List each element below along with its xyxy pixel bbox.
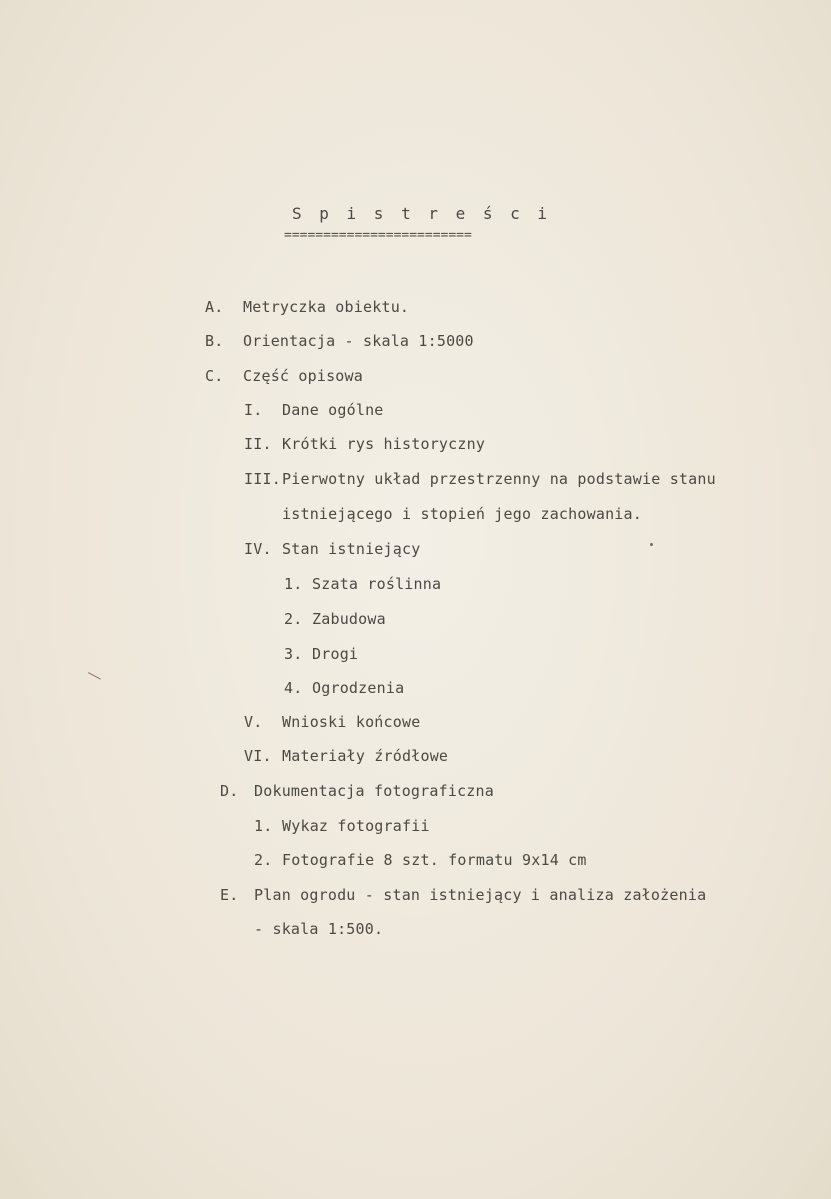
toc-entry-c-iv-4 bbox=[284, 679, 404, 697]
toc-entry-b bbox=[205, 332, 474, 350]
toc-label: III. bbox=[244, 470, 281, 488]
page-title: S p i s t r e ś c i bbox=[292, 204, 552, 223]
toc-entry-c-vi bbox=[244, 747, 448, 765]
toc-label: C. bbox=[205, 367, 224, 385]
toc-entry-c-i bbox=[244, 401, 384, 419]
toc-text: Orientacja - skala 1:5000 bbox=[243, 332, 474, 350]
toc-text: Stan istniejący bbox=[282, 540, 421, 558]
toc-entry-d-2 bbox=[254, 851, 587, 869]
toc-text: Drogi bbox=[312, 645, 359, 663]
toc-entry-c-iv-1 bbox=[284, 575, 441, 593]
toc-label: V. bbox=[244, 713, 263, 731]
paper-speck bbox=[650, 543, 653, 546]
toc-text: Pierwotny układ przestrzenny na podstawie stanu bbox=[282, 470, 716, 488]
toc-label: 4. bbox=[284, 679, 303, 697]
toc-label: II. bbox=[244, 435, 272, 453]
toc-entry-c bbox=[205, 367, 363, 385]
toc-entry-a bbox=[205, 298, 409, 316]
toc-entry-c-iii bbox=[244, 470, 716, 488]
toc-label: 2. bbox=[284, 610, 303, 628]
toc-label: 3. bbox=[284, 645, 303, 663]
toc-entry-d-1 bbox=[254, 817, 430, 835]
toc-label: E. bbox=[220, 886, 239, 904]
toc-text: istniejącego i stopień jego zachowania. bbox=[282, 505, 642, 523]
toc-entry-c-v bbox=[244, 713, 420, 731]
toc-label: B. bbox=[205, 332, 224, 350]
toc-text: Materiały źródłowe bbox=[282, 747, 449, 765]
toc-label: 1. bbox=[254, 817, 273, 835]
toc-label: VI. bbox=[244, 747, 272, 765]
toc-text: Krótki rys historyczny bbox=[282, 435, 486, 453]
toc-entry-d bbox=[220, 782, 494, 800]
toc-text: Plan ogrodu - stan istniejący i analiza założenia bbox=[254, 886, 707, 904]
toc-text: Wykaz fotografii bbox=[282, 817, 430, 835]
toc-text: Dane ogólne bbox=[282, 401, 384, 419]
toc-text: Zabudowa bbox=[312, 610, 386, 628]
toc-text: Ogrodzenia bbox=[312, 679, 405, 697]
toc-text: Dokumentacja fotograficzna bbox=[254, 782, 494, 800]
toc-label: IV. bbox=[244, 540, 272, 558]
toc-entry-c-iii-continued bbox=[282, 505, 642, 523]
toc-text: Metryczka obiektu. bbox=[243, 298, 410, 316]
toc-text: Wnioski końcowe bbox=[282, 713, 421, 731]
toc-entry-e-continued bbox=[254, 920, 383, 938]
title-underline: ======================== bbox=[284, 228, 472, 243]
toc-text: Część opisowa bbox=[243, 367, 363, 385]
toc-text: Fotografie 8 szt. formatu 9x14 cm bbox=[282, 851, 587, 869]
paper-mark bbox=[85, 672, 101, 685]
toc-entry-c-iv bbox=[244, 540, 420, 558]
toc-entry-c-iv-2 bbox=[284, 610, 386, 628]
toc-entry-e bbox=[220, 886, 706, 904]
toc-text: - skala 1:500. bbox=[254, 920, 384, 938]
toc-text: Szata roślinna bbox=[312, 575, 442, 593]
toc-label: A. bbox=[205, 298, 224, 316]
toc-entry-c-iv-3 bbox=[284, 645, 358, 663]
toc-entry-c-ii bbox=[244, 435, 485, 453]
toc-label: 1. bbox=[284, 575, 303, 593]
toc-label: D. bbox=[220, 782, 239, 800]
toc-label: I. bbox=[244, 401, 263, 419]
toc-label: 2. bbox=[254, 851, 273, 869]
